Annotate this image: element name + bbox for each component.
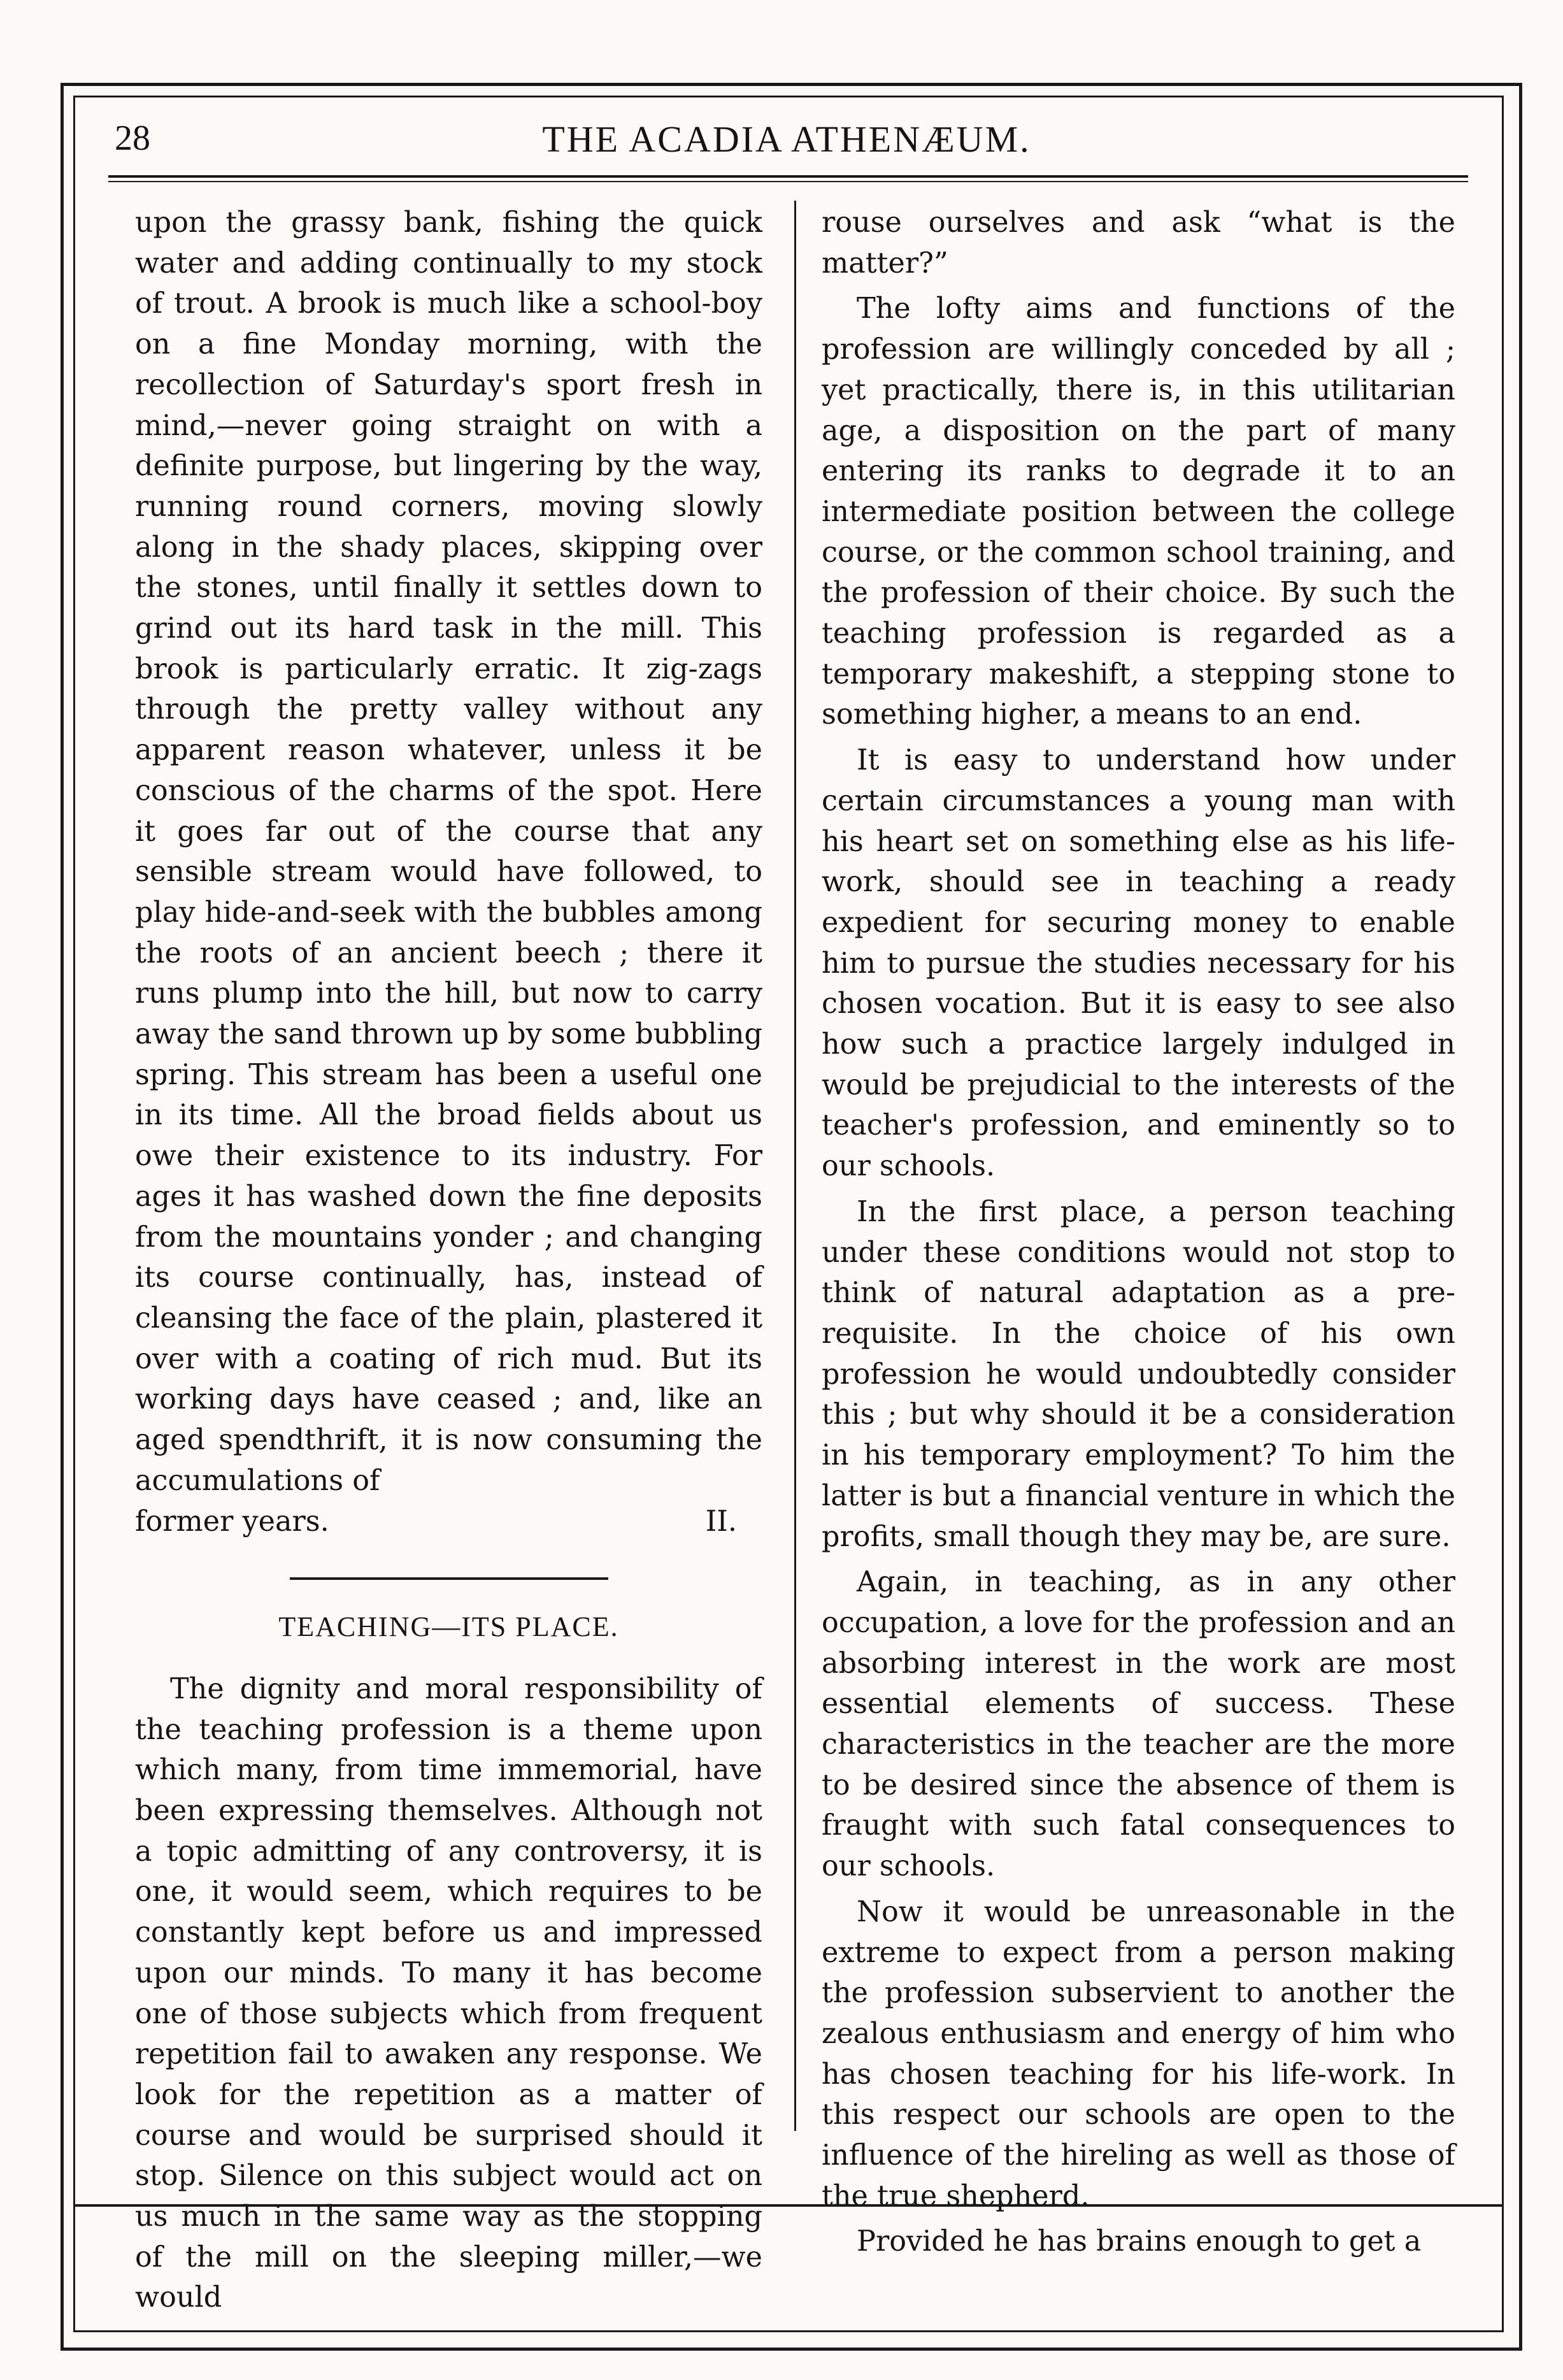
section-separator	[290, 1577, 608, 1580]
header-rule	[108, 175, 1468, 178]
left-column	[135, 203, 762, 2318]
page-header	[108, 115, 1465, 172]
last-line: former years.	[135, 1505, 329, 1538]
signoff-line	[135, 1502, 762, 1542]
paragraph-easy-to-understand: It is easy to understand how under certain circumstances a young man with his heart set on something else as his life-work, should see in teaching a ready expedient for securing money to enable him to pursue the studies necessary for his chosen vocation. But it is easy to see also how such a practice largely indulged in would be prejudicial to the interests of the teacher's profession, and eminently so to our schools.	[822, 744, 1455, 1183]
paragraph-continuation: rouse ourselves and ask “what is the matter?”	[822, 206, 1455, 280]
author-signature: II.	[705, 1505, 737, 1538]
paragraph-provided: Provided he has brains enough to get a	[857, 2225, 1422, 2258]
paragraph-unreasonable: Now it would be unreasonable in the extreme to expect from a person making the profession subservient to another the zealous enthusiasm and energy of him who has chosen teaching for his life-work. In this respect our schools are open to the influence of the hireling as well as those of the true shepherd.	[822, 1895, 1455, 2212]
paragraph-dignity: The dignity and moral responsibility of the teaching profession is a theme upon which many, from time immemorial, have been expressing themselves. Although not a topic admitting of any controversy, it is one, it would seem, which requires to be constantly kept before us and impressed upon our minds. To many it has become one of those subjects which from frequent repetition fail to awaken any response. We look for the repetition as a matter of course and would be surprised should it stop. Silence on this subject would act on us much in the same way as the stopping of the mill on the sleeping miller,—we would	[135, 1672, 762, 2314]
section-title: TEACHING—ITS PLACE.	[278, 1611, 619, 1643]
paragraph-brook: upon the grassy bank, fishing the quick water and adding continually to my stock of trout. A brook is much like a school-boy on a fine Monday morning, with the recollection of Saturday's sport fresh in mind,—never going straight on with a definite purpose, but lingering by the way, running round corners, moving slowly along in the shady places, skipping over the stones, until finally it settles down to grind out its hard task in the mill. This brook is particularly erratic. It zig-zags through the pretty valley without any apparent reason whatever, unless it be conscious of the charms of the spot. Here it goes far out of the course that any sensible stream would have followed, to play hide-and-seek with the bubbles among the roots of an ancient beech ; there it runs plump into the hill, but now to carry away the sand thrown up by some bubbling spring. This stream has been a useful one in its time. All the broad fields about us owe their existence to its industry. For ages it has washed down the fine deposits from the mountains yonder ; and changing its course continually, has, instead of cleansing the face of the plain, plastered it over with a coating of rich mud. But its working days have ceased ; and, like an aged spendthrift, it is now consuming the accumulations of	[135, 206, 762, 1497]
paragraph-first-place: In the first place, a person teaching under these conditions would not stop to think of natural adaptation as a pre-requisite. In the choice of his own profession he would undoubtedly consider this ; but why should it be a consideration in his temporary employment? To him the latter is but a financial venture in which the profits, small though they may be, are sure.	[822, 1195, 1455, 1553]
running-title: THE ACADIA ATHENÆUM.	[542, 118, 1031, 160]
header-rule-thin	[108, 181, 1468, 182]
right-column	[822, 203, 1455, 2262]
paragraph-lofty-aims: The lofty aims and functions of the profession are willingly conceded by all ; yet practically, there is, in this utilitarian age, a disposition on the part of many entering its ranks to degrade it to an intermediate position between the college course, or the common school training, and the profession of their choice. By such the teaching profession is regarded as a temporary makeshift, a stepping stone to something higher, a means to an end.	[822, 292, 1455, 731]
page-number: 28	[115, 118, 150, 158]
paragraph-again: Again, in teaching, as in any other occupation, a love for the profession and an absorbing interest in the work are most essential elements of success. These characteristics in the teacher are the more to be desired since the absence of them is fraught with such fatal consequences to our schools.	[822, 1566, 1455, 1883]
footer-rule	[73, 2204, 1503, 2207]
column-divider	[794, 201, 796, 2131]
